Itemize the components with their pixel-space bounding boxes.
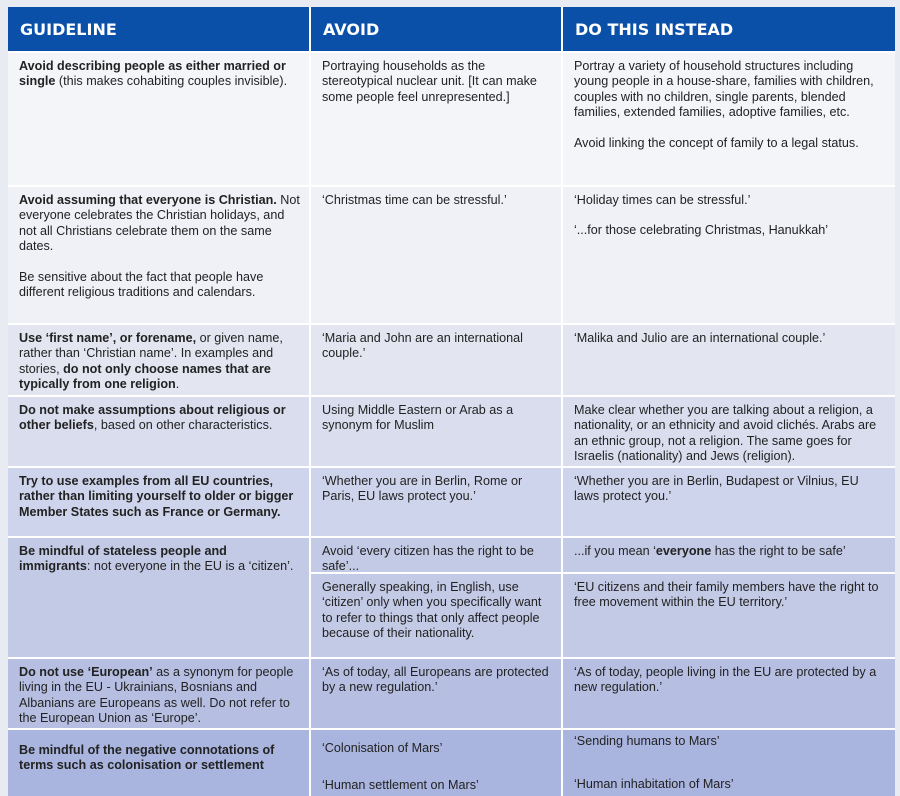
table-row	[8, 466, 895, 536]
instead-text: Make clear whether you are talking about a religion, a nationality, or an ethnicity and avoid clichés. Arabs are an ethnic group, not a religion. The same goes for Israelis (nationality) and Jews (religion).	[574, 403, 877, 464]
guideline-cell	[8, 53, 311, 185]
instead-cell	[563, 468, 895, 536]
table-row	[8, 536, 895, 657]
guideline-text: as a synonym for people living in the EU - Ukrainians, Bosnians and Albanians are Europeans as well. Do not refer to the European Union as ‘Europe’.	[19, 665, 294, 726]
guideline-cell	[8, 468, 311, 536]
guideline-text: .	[175, 377, 180, 392]
instead-cell	[563, 538, 895, 657]
header-avoid: AVOID	[311, 7, 563, 51]
guideline-text: : not everyone in the EU is a ‘citizen’.	[86, 559, 294, 574]
table-row	[8, 51, 895, 185]
avoid-text: Using Middle Eastern or Arab as a synonym for Muslim	[322, 403, 514, 433]
guideline-bold: Use ‘first name’, or forename,	[19, 331, 197, 345]
guideline-cell	[8, 538, 311, 657]
header-guideline: GUIDELINE	[8, 7, 311, 51]
instead-text: Portray a variety of household structures including young people in a house-share, families with children, couples with no children, single parents, blended families, extended families, adoptive families, etc.	[574, 59, 874, 120]
table-row	[8, 728, 895, 796]
guideline-text: Not everyone celebrates the Christian holidays, and not all Christians celebrate them on the same dates.	[19, 193, 300, 254]
instead-text: ‘Malika and Julio are an international couple.’	[574, 331, 826, 345]
avoid-cell	[311, 468, 563, 536]
guideline-cell	[8, 187, 311, 323]
guideline-cell	[8, 659, 311, 728]
table-row	[8, 185, 895, 323]
avoid-text: ‘Human settlement on Mars’	[322, 778, 479, 793]
avoid-cell	[311, 53, 563, 185]
avoid-cell	[311, 325, 563, 395]
table-row	[8, 657, 895, 728]
instead-text: ‘Whether you are in Berlin, Budapest or Vilnius, EU laws protect you.’	[574, 474, 859, 504]
guideline-bold: Be mindful of stateless people and immigrants	[19, 544, 227, 574]
instead-text: Avoid linking the concept of family to a legal status.	[574, 135, 859, 150]
avoid-cell	[311, 397, 563, 466]
instead-cell	[563, 325, 895, 395]
instead-text-post: has the right to be safe’	[711, 544, 846, 558]
avoid-text: Portraying households as the stereotypical nuclear unit. [It can make some people feel unrepresented.]	[322, 59, 537, 104]
avoid-text: Avoid ‘every citizen has the right to be safe’...	[322, 544, 534, 574]
guideline-bold: Avoid describing people as either married or single	[19, 59, 286, 89]
instead-text-bold: everyone	[655, 544, 712, 558]
instead-text: ‘EU citizens and their family members have the right to free movement within the EU territory.’	[563, 572, 895, 657]
guideline-text: (this makes cohabiting couples invisible).	[55, 74, 288, 89]
guideline-bold: do not only choose names that are typically from one religion	[19, 361, 271, 392]
instead-cell	[563, 397, 895, 466]
guideline-cell	[8, 397, 311, 466]
instead-text: ‘...for those celebrating Christmas, Hanukkah’	[574, 223, 829, 238]
instead-text: ‘As of today, people living in the EU are protected by a new regulation.’	[574, 665, 877, 695]
table-row	[8, 323, 895, 395]
instead-text-pre: ...if you mean ‘	[574, 544, 656, 558]
guideline-cell	[8, 730, 311, 796]
avoid-text: ‘Whether you are in Berlin, Rome or Paris, EU laws protect you.’	[322, 474, 523, 504]
avoid-text: ‘Colonisation of Mars’	[322, 741, 443, 755]
guideline-text: Be sensitive about the fact that people have different religious traditions and calendars.	[19, 269, 264, 300]
instead-cell	[563, 659, 895, 728]
guideline-text: or given name, rather than ‘Christian name’. In examples and stories,	[19, 331, 283, 376]
avoid-cell	[311, 730, 563, 796]
guideline-bold: Avoid assuming that everyone is Christian.	[19, 193, 277, 207]
guideline-bold: Try to use examples from all EU countries, rather than limiting yourself to older or bigger Member States such as France or Germany.	[19, 474, 294, 519]
avoid-cell	[311, 659, 563, 728]
instead-text	[563, 538, 895, 572]
guideline-bold: Be mindful of the negative connotations of terms such as colonisation or settlement	[19, 743, 275, 773]
guideline-text: , based on other characteristics.	[93, 418, 273, 433]
avoid-cell	[311, 187, 563, 323]
guideline-cell	[8, 325, 311, 395]
instead-cell	[563, 730, 895, 796]
header-instead: DO THIS INSTEAD	[563, 7, 895, 51]
instead-text: ‘Sending humans to Mars’	[574, 734, 720, 748]
guideline-bold: Do not use ‘European’	[19, 665, 153, 679]
instead-text: ‘Holiday times can be stressful.’	[574, 193, 751, 207]
instead-text: ‘Human inhabitation of Mars’	[574, 777, 734, 792]
guideline-table	[8, 7, 895, 796]
avoid-text: ‘Maria and John are an international couple.’	[322, 331, 523, 361]
instead-cell	[563, 53, 895, 185]
avoid-text: Generally speaking, in English, use ‘citizen’ only when you specifically want to refer to things that only affect people because of their nationality.	[311, 572, 561, 657]
instead-cell	[563, 187, 895, 323]
avoid-text: ‘As of today, all Europeans are protected by a new regulation.’	[322, 665, 549, 695]
table-row	[8, 395, 895, 466]
avoid-cell	[311, 538, 563, 657]
avoid-text: ‘Christmas time can be stressful.’	[322, 193, 507, 207]
guideline-bold: Do not make assumptions about religious or other beliefs	[19, 403, 286, 433]
